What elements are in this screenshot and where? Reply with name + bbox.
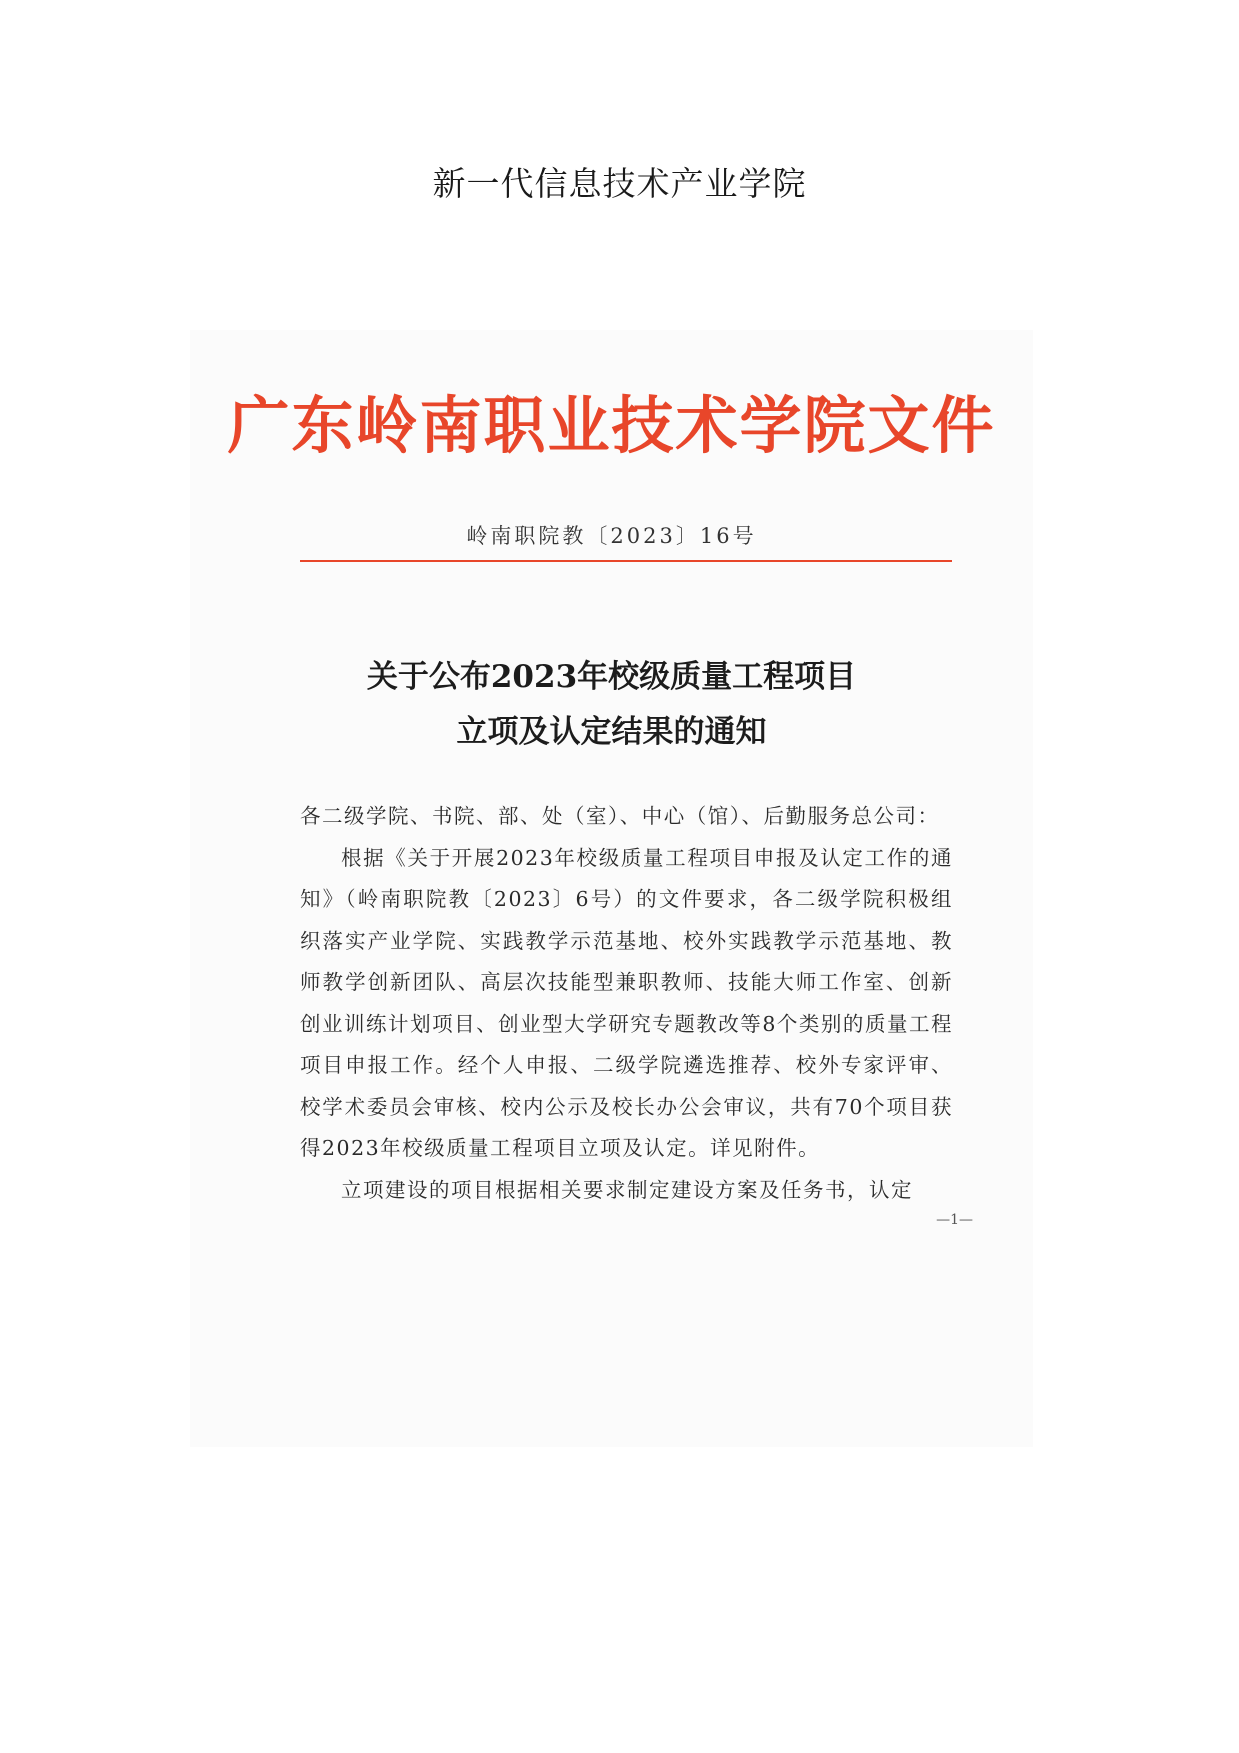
paragraph-2: 立项建设的项目根据相关要求制定建设方案及任务书，认定 <box>341 1177 913 1202</box>
page-header: 新一代信息技术产业学院 <box>432 164 807 203</box>
paragraph-1: 根据《关于开展2023年校级质量工程项目申报及认定工作的通知》（岭南职院教〔2023〕6号）的文件要求，各二级学院积极组织落实产业学院、实践教学示范基地、校外实践教学示范基地、教师教学创新团队、高层次技能型兼职教师、技能大师工作室、创新创业训练计划项目、创业型大学研究专题教改等8个类别的质量工程项目申报工作。经个人申报、二级学院遴选推荐、校外专家评审、校学术委员会审核、校内公示及校长办公会审议，共有70个项目获得2023年校级质量工程项目立项及认定。详见附件。 <box>300 845 953 1160</box>
document-body <box>300 796 953 1211</box>
red-divider <box>300 560 952 562</box>
document-masthead: 广东岭南职业技术学院文件 <box>227 389 996 462</box>
document-title <box>190 650 1033 760</box>
page-number: —1— <box>936 1212 973 1228</box>
addressee: 各二级学院、书院、部、处（室）、中心（馆）、后勤服务总公司： <box>300 804 940 828</box>
title-line-1: 关于公布2023年校级质量工程项目 <box>366 659 857 695</box>
scanned-document <box>190 330 1033 1447</box>
title-line-2: 立项及认定结果的通知 <box>456 714 767 750</box>
document-number: 岭南职院教〔2023〕16号 <box>466 524 757 548</box>
